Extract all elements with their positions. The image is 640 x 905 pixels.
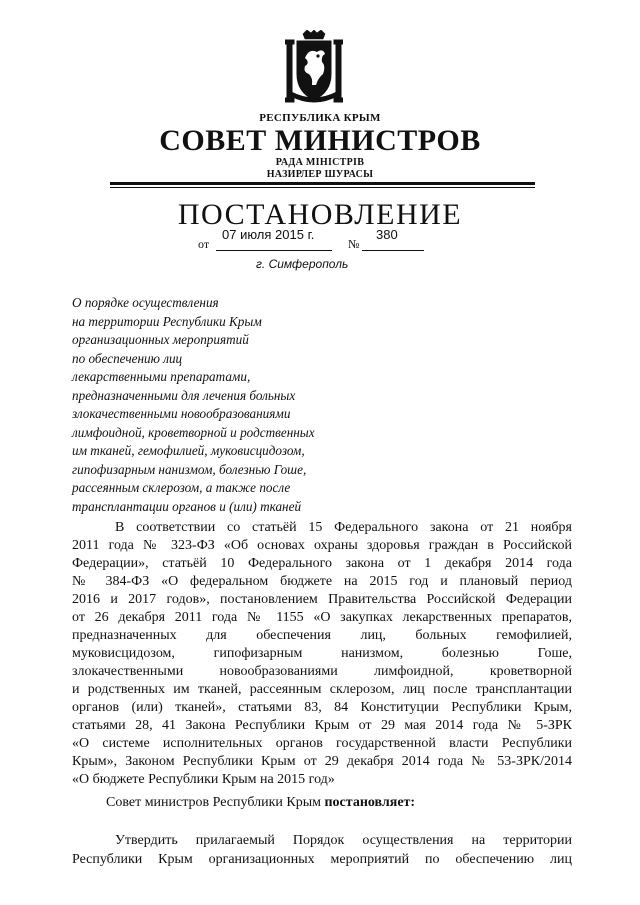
title-line: гипофизарным нанизмом, болезнью Гоше,	[72, 461, 307, 477]
preamble-line: от 26 декабря 2011 года № 1155 «О закупках лекарственных препаратов,	[72, 610, 572, 625]
decree-meta	[0, 226, 640, 256]
header-divider-thin	[110, 187, 535, 188]
document-type: ПОСТАНОВЛЕНИЕ	[177, 198, 463, 231]
council-name-crimean-tatar: НАЗИРЛЕР ШУРАСЫ	[266, 169, 374, 180]
resolution-line: Республики Крым организационных мероприятий по обеспечению лиц	[72, 852, 572, 867]
preamble-line: органов (или) тканей», статьями 83, 84 Конституции Республики Крым,	[72, 700, 572, 715]
preamble-line: статьями 28, 41 Закона Республики Крым от 29 мая 2014 года № 5-ЗРК	[72, 718, 572, 733]
title-line: предназначенными для лечения больных	[72, 387, 296, 403]
preamble-line: 2011 года № 323-ФЗ «Об основах охраны здоровья граждан в Российской	[72, 538, 572, 553]
preamble-line: предназначенных для обеспечения лиц, больных гемофилией,	[72, 628, 572, 643]
title-line: лимфоидной, кроветворной и родственных	[72, 424, 315, 440]
title-line: злокачественными новообразованиями	[72, 406, 291, 421]
resolution-verb: постановляет:	[324, 795, 416, 810]
title-line: на территории Республики Крым	[72, 313, 262, 329]
preamble-line: Федерации», статьёй 10 Федерального закона от 1 декабря 2014 года	[72, 556, 572, 571]
council-name-ukrainian: РАДА МІНІСТРІВ	[275, 157, 365, 168]
preamble-line: В соответствии со статьёй 15 Федерального закона от 21 ноября	[115, 520, 572, 535]
title-line: организационных мероприятий	[72, 332, 249, 347]
resolution-line: Утвердить прилагаемый Порядок осуществления на территории	[115, 833, 572, 848]
preamble-line: Крым», Законом Республики Крым от 29 декабря 2014 года № 53-ЗРК/2014	[72, 754, 572, 769]
preamble-line: «О бюджете Республики Крым на 2015 год»	[72, 772, 335, 787]
decree-date: 07 июля 2015 г.	[222, 227, 315, 242]
resolution-lead: Совет министров Республики Крым	[106, 795, 325, 810]
preamble-line: и родственных им тканей, рассеянным склерозом, лиц после трансплантации	[72, 682, 572, 697]
date-underline	[216, 250, 332, 251]
preamble-line: № 384-ФЗ «О федеральном бюджете на 2015 год и плановый период	[72, 574, 572, 589]
crimea-coat-of-arms-icon	[285, 30, 343, 104]
republic-name: РЕСПУБЛИКА КРЫМ	[259, 112, 381, 124]
title-line: лекарственными препаратами,	[72, 369, 251, 384]
number-label: №	[348, 237, 360, 251]
preamble-line: муковисцидозом, гипофизарным нанизмом, болезнью Гоше,	[72, 646, 572, 661]
preamble-line: «О системе исполнительных органов государственной власти Республики	[72, 736, 572, 751]
preamble	[72, 519, 572, 789]
resolution-item	[72, 831, 572, 869]
title-line: рассеянным склерозом, а также после	[72, 480, 291, 495]
title-line: О порядке осуществления	[72, 295, 219, 310]
title-line: им тканей, гемофилией, муковисцидозом,	[72, 443, 305, 458]
date-label: от	[198, 237, 210, 251]
decree-number: 380	[376, 227, 398, 242]
preamble-line: 2016 и 2017 годов», постановлением Правительства Российской Федерации	[72, 592, 572, 607]
resolution-clause	[106, 795, 415, 811]
title-line: по обеспечению лиц	[72, 350, 183, 366]
header-divider-thick	[110, 182, 535, 185]
number-underline	[362, 250, 424, 251]
title-line: трансплантации органов и (или) тканей	[72, 498, 302, 514]
council-name: СОВЕТ МИНИСТРОВ	[159, 124, 481, 157]
decree-city: г. Симферополь	[256, 257, 349, 271]
preamble-line: злокачественными новообразованиями лимфоидной, кроветворной	[72, 664, 572, 679]
decree-title	[72, 294, 315, 516]
